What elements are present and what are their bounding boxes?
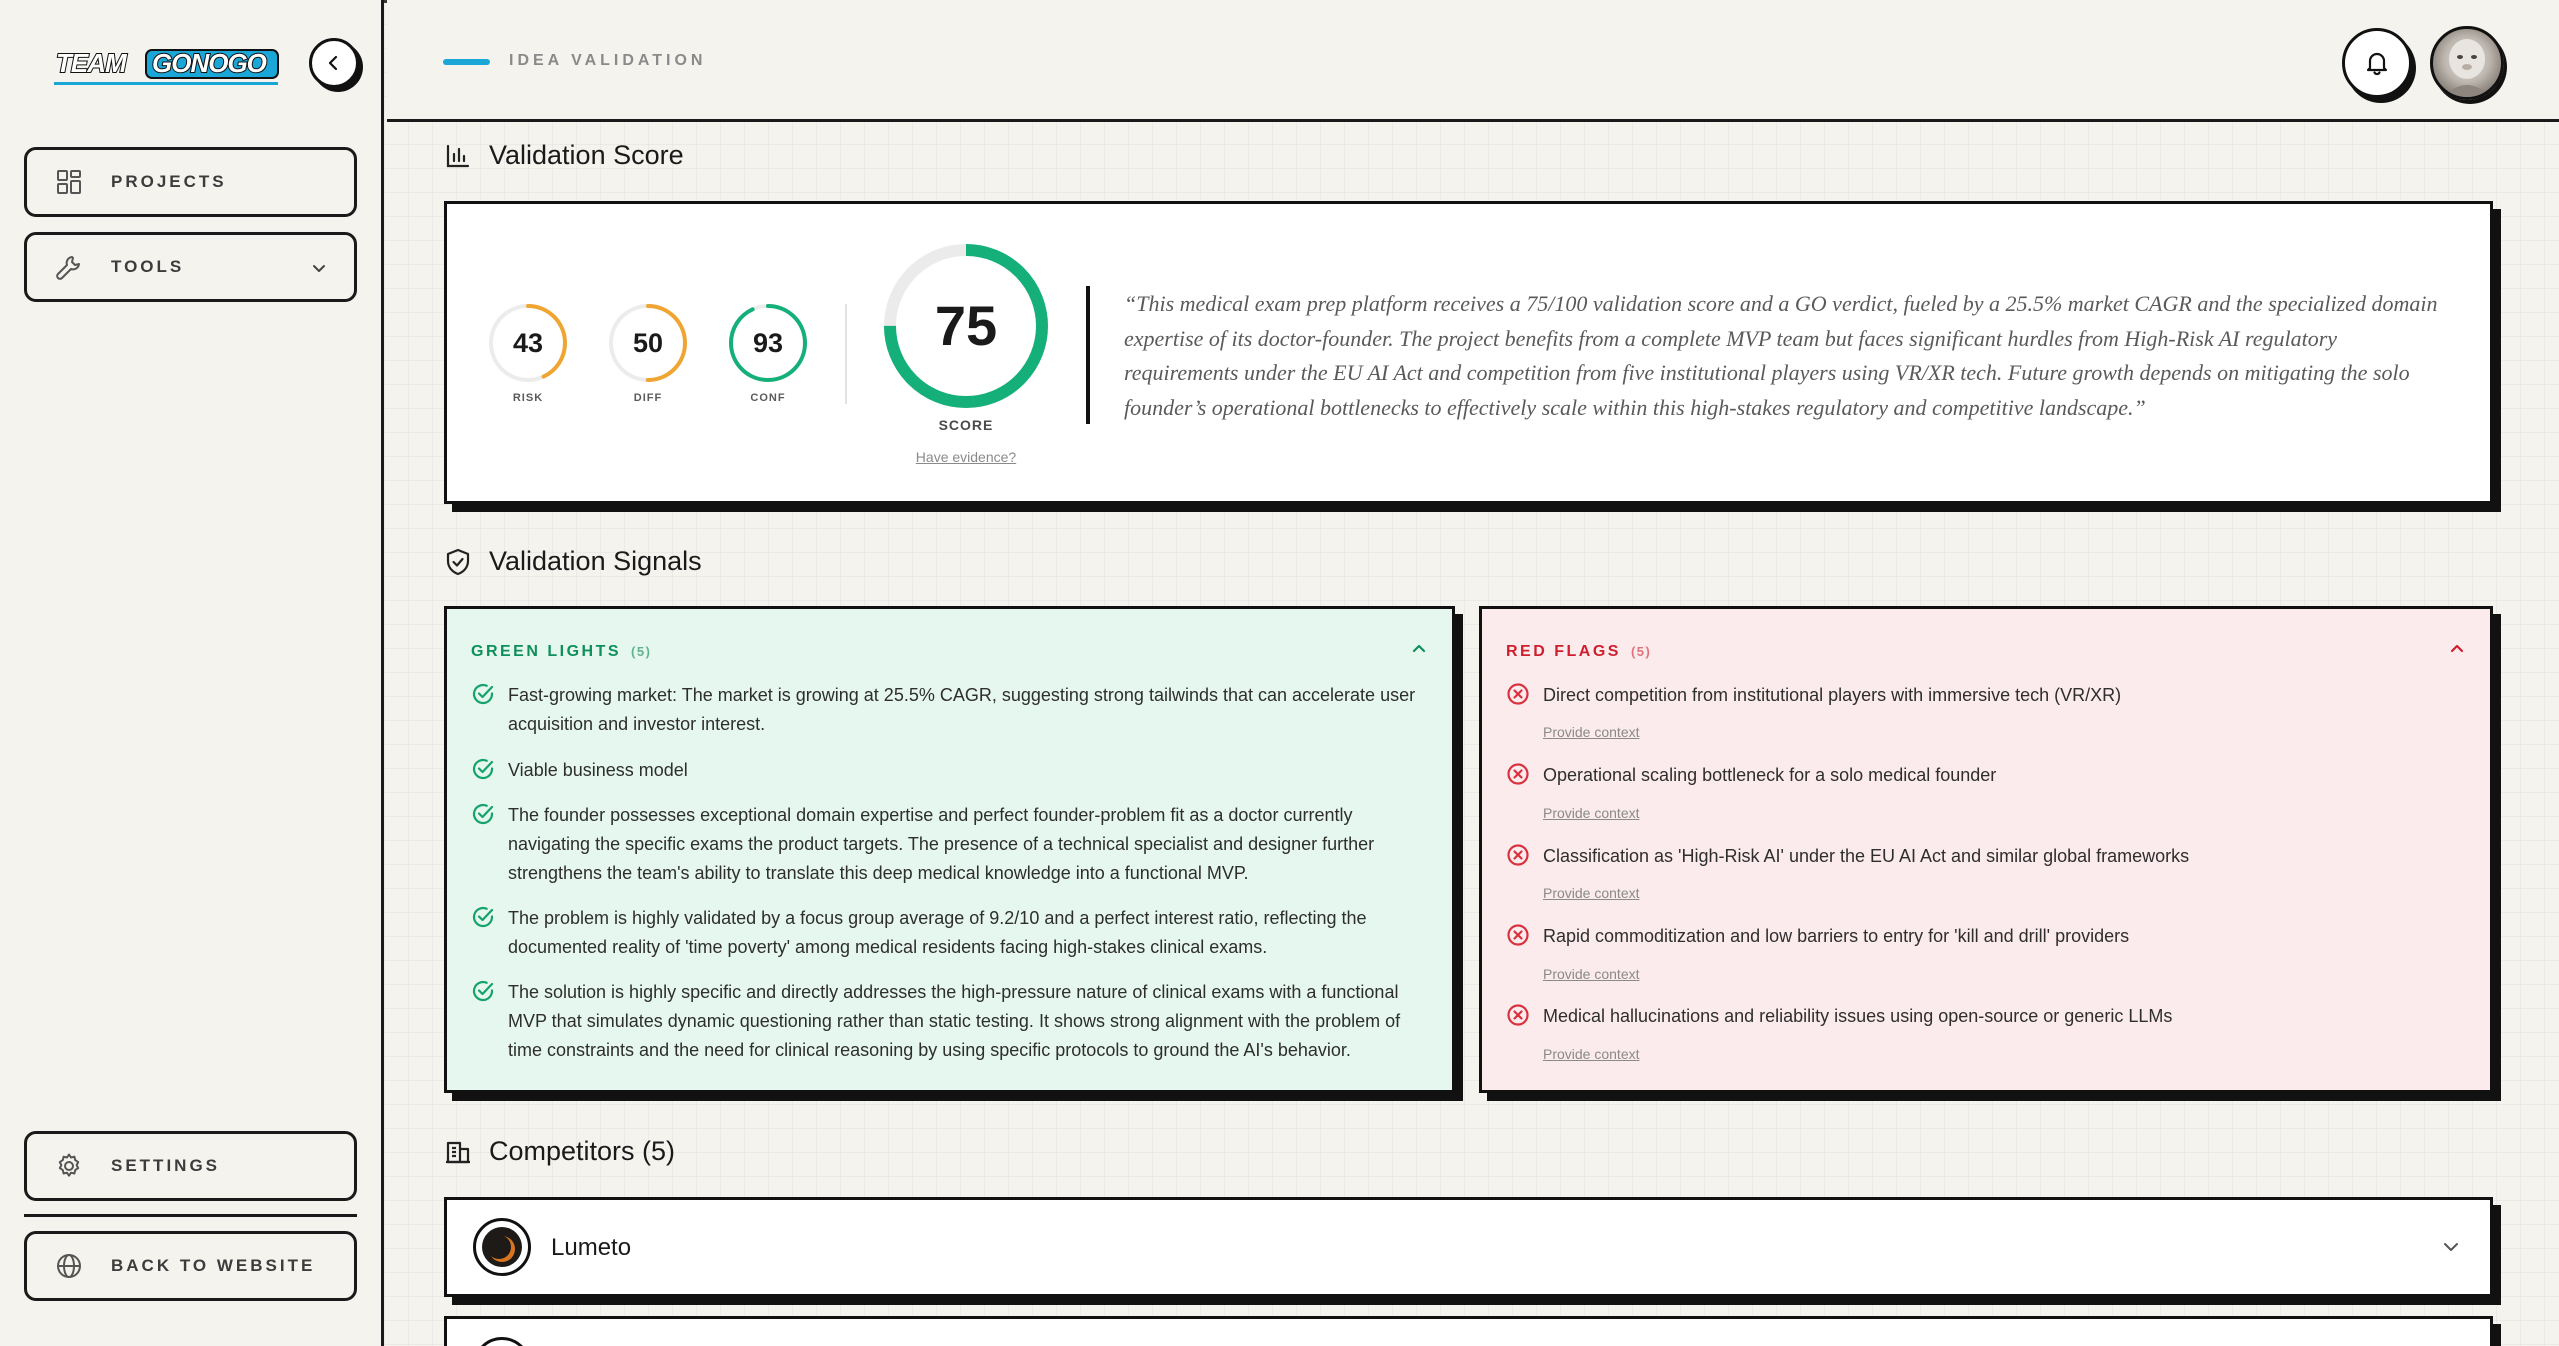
- red-flags-count: (5): [1630, 644, 1652, 659]
- breadcrumb: IDEA VALIDATION: [509, 52, 707, 69]
- green-light-text: The solution is highly specific and directly addresses the high-pressure nature of clinical exams with a functional MVP that simulates dynamic questioning rather than static testing. It shows strong alignment with the problem of time constraints and the need for clinical reasoning by using specific protocols to ground the AI's behavior.: [508, 982, 1401, 1060]
- list-item: [1506, 761, 2463, 790]
- red-flags-title: RED FLAGS: [1506, 643, 1621, 660]
- score-label: SCORE: [938, 417, 994, 433]
- gear-icon: [53, 1150, 85, 1182]
- competitor-name: Lumeto: [551, 1234, 632, 1261]
- provide-context-link[interactable]: Provide context: [1543, 1046, 1640, 1062]
- provide-context-link[interactable]: Provide context: [1543, 805, 1640, 821]
- chevron-down-icon[interactable]: [2440, 1236, 2462, 1258]
- red-flag-text: Medical hallucinations and reliability issues using open-source or generic LLMs: [1543, 1006, 2173, 1026]
- provide-context-link[interactable]: Provide context: [1543, 885, 1640, 901]
- list-item: [471, 801, 1428, 888]
- sidebar-item-projects[interactable]: [24, 147, 357, 217]
- avatar[interactable]: [2430, 26, 2504, 100]
- bell-icon: [2363, 49, 2391, 77]
- list-item: [1506, 842, 2463, 871]
- overall-score-gauge: [881, 241, 1051, 411]
- x-circle-icon: [1506, 1003, 1530, 1027]
- diff-value: 50: [632, 328, 664, 358]
- validation-signals-heading: [445, 546, 702, 577]
- bar-chart-icon: [445, 142, 473, 170]
- conf-value: 93: [752, 328, 784, 358]
- sidebar-item-back-to-website[interactable]: [24, 1231, 357, 1301]
- risk-value: 43: [512, 328, 544, 358]
- chevron-left-icon: [325, 54, 343, 72]
- x-circle-icon: [1506, 682, 1530, 706]
- x-circle-icon: [1506, 762, 1530, 786]
- red-flags-panel: [1479, 606, 2493, 1093]
- competitor-logo: [473, 1337, 531, 1346]
- sidebar-item-tools[interactable]: [24, 232, 357, 302]
- sidebar-item-label: PROJECTS: [111, 172, 227, 191]
- sidebar-item-label: TOOLS: [111, 257, 185, 276]
- green-lights-panel: [444, 606, 1455, 1093]
- green-lights-header[interactable]: [471, 643, 651, 661]
- collapse-sidebar-button[interactable]: [309, 38, 359, 88]
- svg-text:TEAM: TEAM: [56, 48, 126, 78]
- brand-logo[interactable]: [54, 44, 282, 88]
- list-item: [1506, 1002, 2463, 1031]
- globe-icon: [53, 1250, 85, 1282]
- shield-check-icon: [445, 548, 473, 576]
- list-item: [471, 904, 1428, 962]
- competitor-row[interactable]: [444, 1316, 2493, 1346]
- section-title-text: Competitors (5): [489, 1136, 676, 1166]
- divider: [845, 304, 847, 404]
- wrench-icon: [53, 251, 85, 283]
- list-item: [471, 681, 1428, 739]
- check-circle-icon: [471, 979, 495, 1003]
- competitor-row[interactable]: [444, 1197, 2493, 1297]
- verdict-summary: “This medical exam prep platform receives a 75/100 validation score and a GO verdict, fueled by a 25.5% market CAGR and the specialized domain expertise of its doctor-founder. The project benefits from a complete MVP team but faces significant hurdles from High-Risk AI regulatory requirements under the EU AI Act and competition from five institutional players using VR/XR tech. Future growth depends on mitigating the solo founder’s operational bottlenecks to effectively scale within this high-stakes regulatory and competitive landscape.”: [1124, 291, 2438, 420]
- validation-score-heading: [445, 140, 684, 171]
- sidebar: [0, 0, 384, 1346]
- have-evidence-link[interactable]: Have evidence?: [915, 449, 1017, 465]
- red-flags-header[interactable]: [1506, 643, 1651, 661]
- provide-context-link[interactable]: Provide context: [1543, 724, 1640, 740]
- section-title-text: Validation Signals: [489, 546, 702, 576]
- competitor-logo: [473, 1218, 531, 1276]
- chevron-up-icon[interactable]: [2448, 639, 2466, 657]
- green-light-text: Viable business model: [508, 760, 688, 780]
- list-item: [1506, 922, 2463, 951]
- green-light-text: Fast-growing market: The market is growing at 25.5% CAGR, suggesting strong tailwinds that can accelerate user acquisition and investor interest.: [508, 685, 1416, 734]
- check-circle-icon: [471, 757, 495, 781]
- check-circle-icon: [471, 682, 495, 706]
- check-circle-icon: [471, 905, 495, 929]
- top-header: [387, 0, 2559, 122]
- list-item: [471, 756, 1428, 785]
- sidebar-item-label: SETTINGS: [111, 1156, 221, 1175]
- svg-text:GONOGO: GONOGO: [152, 48, 266, 78]
- diff-label: DIFF: [633, 392, 663, 404]
- chevron-up-icon[interactable]: [1410, 639, 1428, 657]
- check-circle-icon: [471, 802, 495, 826]
- breadcrumb-accent: [443, 59, 490, 65]
- red-flag-text: Direct competition from institutional players with immersive tech (VR/XR): [1543, 685, 2122, 705]
- sidebar-divider: [24, 1214, 357, 1217]
- red-flag-text: Classification as 'High-Risk AI' under the EU AI Act and similar global frameworks: [1543, 846, 2190, 866]
- building-icon: [445, 1138, 473, 1166]
- score-value: 75: [934, 294, 998, 357]
- list-item: [471, 978, 1428, 1065]
- green-light-text: The problem is highly validated by a focus group average of 9.2/10 and a perfect interest ratio, reflecting the documented reality of 'time poverty' among medical residents facing high-stakes clinical exams.: [508, 908, 1367, 957]
- green-lights-count: (5): [631, 644, 652, 659]
- x-circle-icon: [1506, 843, 1530, 867]
- section-title-text: Validation Score: [489, 140, 684, 170]
- diff-metric: [607, 302, 689, 404]
- sidebar-item-settings[interactable]: [24, 1131, 357, 1201]
- list-item: [1506, 681, 2463, 710]
- grid-icon: [53, 166, 85, 198]
- red-flag-text: Operational scaling bottleneck for a solo medical founder: [1543, 765, 1997, 785]
- conf-label: CONF: [750, 392, 786, 404]
- provide-context-link[interactable]: Provide context: [1543, 966, 1640, 982]
- competitors-heading: [445, 1136, 675, 1167]
- risk-label: RISK: [512, 392, 544, 404]
- divider: [1086, 286, 1090, 424]
- red-flag-text: Rapid commoditization and low barriers to entry for 'kill and drill' providers: [1543, 926, 2130, 946]
- conf-metric: [727, 302, 809, 404]
- green-light-text: The founder possesses exceptional domain expertise and perfect founder-problem fit as a doctor currently navigating the specific exams the product targets. The presence of a technical specialist and designer further strengthens the team's ability to translate this deep medical knowledge into a functional MVP.: [508, 805, 1375, 883]
- notifications-button[interactable]: [2342, 28, 2412, 98]
- chevron-down-icon: [310, 259, 328, 277]
- risk-metric: [487, 302, 569, 404]
- green-lights-title: GREEN LIGHTS: [471, 643, 622, 660]
- x-circle-icon: [1506, 923, 1530, 947]
- sidebar-item-label: BACK TO WEBSITE: [111, 1256, 316, 1275]
- avatar-image: [2433, 29, 2501, 97]
- validation-score-card: [444, 201, 2493, 504]
